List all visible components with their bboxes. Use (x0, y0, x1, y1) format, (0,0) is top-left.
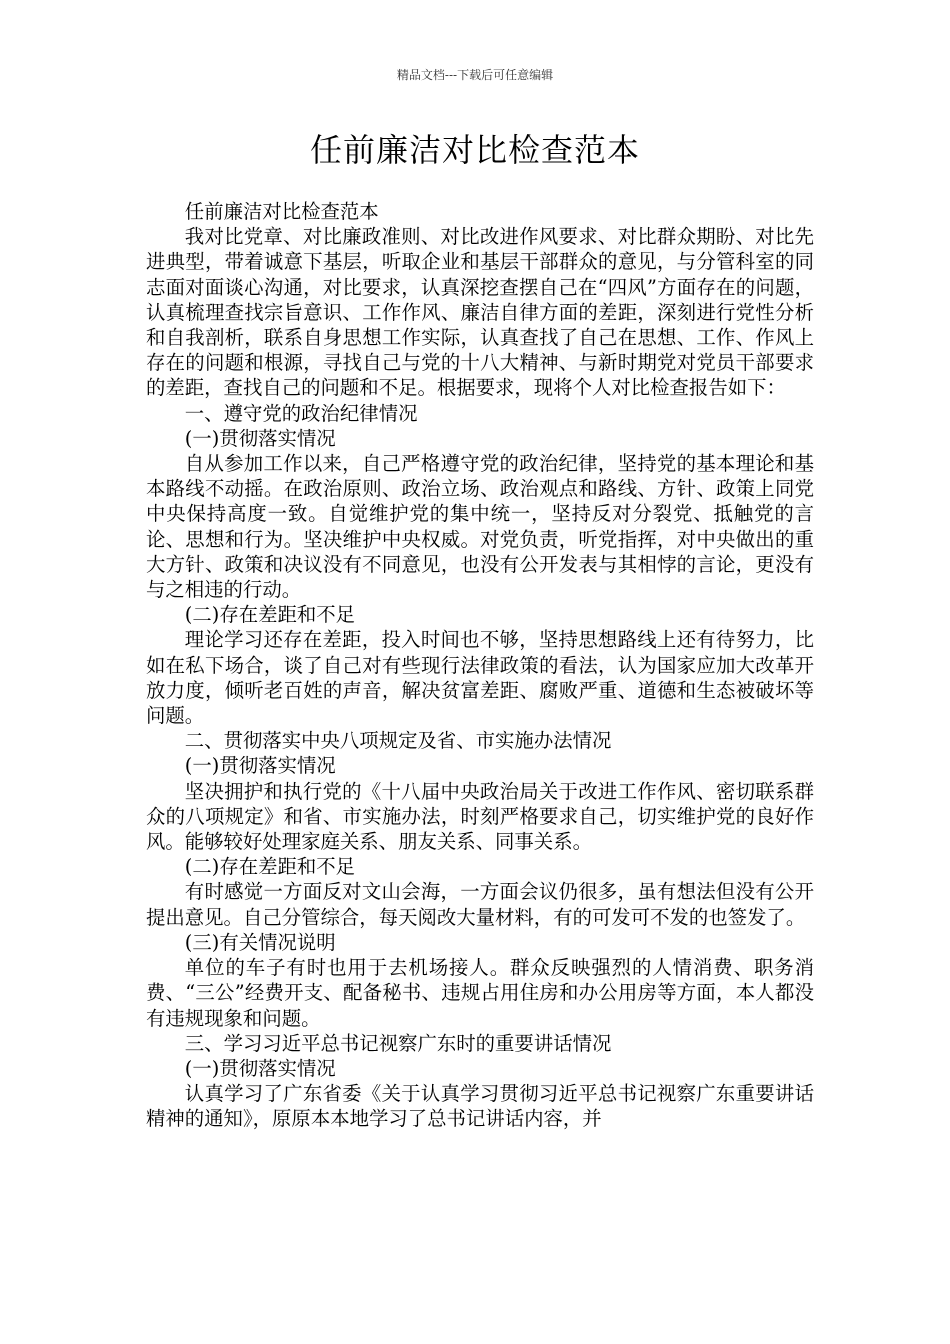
subsection-heading: (一)贯彻落实情况 (184, 426, 336, 450)
paragraph: 有时感觉一方面反对文山会海，一方面会议仍很多，虽有想法但没有公开提出意见。自己分管综合，每天阅改大量材料，有的可发可不发的也签发了。 (146, 880, 814, 929)
paragraph: 自从参加工作以来，自己严格遵守党的政治纪律，坚持党的基本理论和基本路线不动摇。在政治原则、政治立场、政治观点和路线、方针、政策上同党中央保持高度一致。自觉维护党的集中统一，坚持反对分裂党、抵触党的言论、思想和行为。坚决维护中央权威。对党负责，听党指挥，对中央做出的重大方针、政策和决议没有不同意见，也没有公开发表与其相悖的言论，更没有与之相违的行动。 (146, 452, 814, 602)
paragraph: 理论学习还存在差距，投入时间也不够，坚持思想路线上还有待努力，比如在私下场合，谈了自己对有些现行法律政策的看法，认为国家应加大改革开放力度，倾听老百姓的声音，解决贫富差距、腐败严重、道德和生态被破坏等问题。 (146, 628, 814, 728)
document-body (146, 199, 814, 1132)
subsection-heading: (二)存在差距和不足 (184, 855, 356, 879)
section-heading-2: 二、贯彻落实中央八项规定及省、市实施办法情况 (184, 729, 612, 753)
subsection-heading: (三)有关情况说明 (184, 930, 336, 954)
paragraph: 认真学习了广东省委《关于认真学习贯彻习近平总书记视察广东重要讲话精神的通知》，原原本本地学习了总书记讲话内容，并 (146, 1082, 814, 1131)
section-heading-1: 一、遵守党的政治纪律情况 (184, 401, 418, 425)
subsection-heading: (一)贯彻落实情况 (184, 754, 336, 778)
page-header: 精品文档---下载后可任意编辑 (396, 68, 554, 82)
paragraph-intro: 我对比党章、对比廉政准则、对比改进作风要求、对比群众期盼、对比先进典型，带着诚意下基层，听取企业和基层干部群众的意见，与分管科室的同志面对面谈心沟通，对比要求，认真深挖查摆自己在“四风”方面存在的问题，认真梳理查找宗旨意识、工作作风、廉洁自律方面的差距，深刻进行党性分析和自我剖析，联系自身思想工作实际，认真查找了自己在思想、工作、作风上存在的问题和根源，寻找自己与党的十八大精神、与新时期党对党员干部要求的差距，查找自己的问题和不足。根据要求，现将个人对比检查报告如下： (146, 225, 814, 400)
subsection-heading: (一)贯彻落实情况 (184, 1056, 336, 1080)
paragraph: 坚决拥护和执行党的《十八届中央政治局关于改进工作作风、密切联系群众的八项规定》和省、市实施办法，时刻严格要求自己，切实维护党的良好作风。能够较好处理家庭关系、朋友关系、同事关系。 (146, 779, 814, 854)
paragraph-subtitle: 任前廉洁对比检查范本 (184, 200, 379, 223)
document-title: 任前廉洁对比检查范本 (309, 131, 640, 169)
section-heading-3: 三、学习习近平总书记视察广东时的重要讲话情况 (184, 1031, 612, 1055)
paragraph: 单位的车子有时也用于去机场接人。群众反映强烈的人情消费、职务消费、“三公”经费开支、配备秘书、违规占用住房和办公用房等方面，本人都没有违规现象和问题。 (146, 956, 814, 1030)
subsection-heading: (二)存在差距和不足 (184, 603, 356, 627)
